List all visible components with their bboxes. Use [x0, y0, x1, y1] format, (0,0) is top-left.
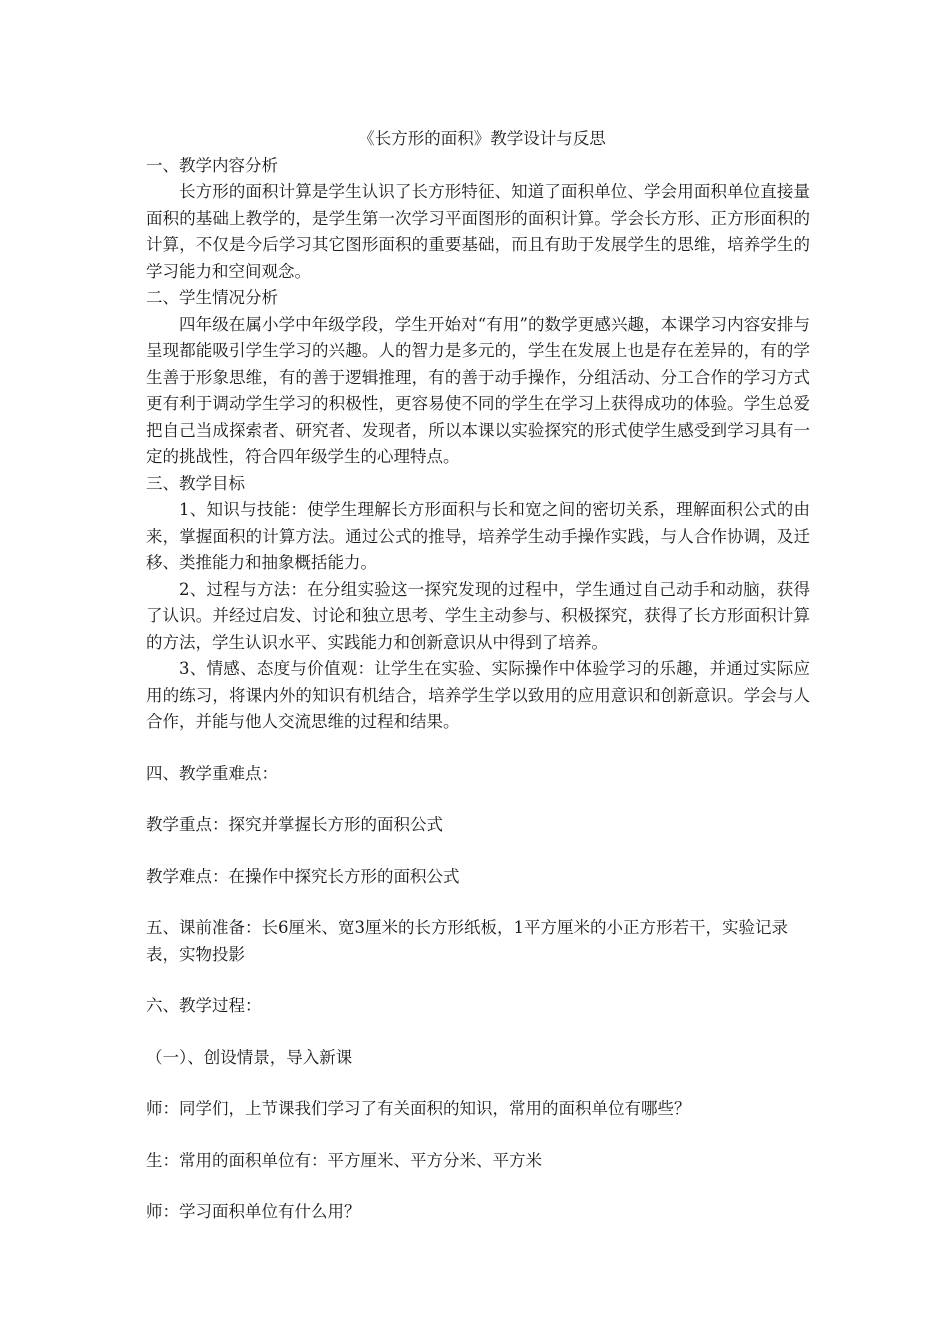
- section-heading-key-points: 四、教学重难点：: [146, 763, 278, 783]
- document-title: 《长方形的面积》教学设计与反思: [358, 129, 606, 148]
- section-heading-teaching-process: 六、教学过程：: [146, 996, 262, 1015]
- section-heading-teaching-goals: 三、教学目标: [146, 473, 245, 493]
- section-heading-content-analysis: 一、教学内容分析: [146, 155, 278, 175]
- document-page: [146, 126, 810, 1226]
- goal-knowledge-skills: 1、知识与技能：使学生理解长方形面积与长和宽之间的密切关系，理解面积公式的由来，掌握面积的计算方法。通过公式的推导，培养学生动手操作实践，与人合作协调，及迁移、类推能力和抽象概括能力。: [146, 500, 810, 572]
- paragraph-content-analysis: 长方形的面积计算是学生认识了长方形特征、知道了面积单位、学会用面积单位直接量面积的基础上教学的，是学生第一次学习平面图形的面积计算。学会长方形、正方形面积的计算，不仅是今后学习其它图形面积的重要基础，而且有助于发展学生的思维，培养学生的学习能力和空间观念。: [146, 182, 810, 281]
- section-heading-student-analysis: 二、学生情况分析: [146, 288, 278, 307]
- paragraph-student-analysis: 四年级在属小学中年级学段，学生开始对“有用”的数学更感兴趣，本课学习内容安排与呈现都能吸引学生学习的兴趣。人的智力是多元的，学生在发展上也是存在差异的，有的学生善于形象思维，有的善于逻辑推理，有的善于动手操作，分组活动、分工合作的学习方式更有利于调动学生学习的积极性，更容易使不同的学生在学习上获得成功的体验。学生总爱把自己当成探索者、研究者、发现者，所以本课以实验探究的形式使学生感受到学习具有一定的挑战性，符合四年级学生的心理特点。: [146, 314, 810, 466]
- dialogue-line: 师：学习面积单位有什么用？: [146, 1202, 361, 1221]
- dialogue-line: 生：常用的面积单位有：平方厘米、平方分米、平方米: [146, 1150, 542, 1170]
- preparation-text: 五、课前准备：长6厘米、宽3厘米的长方形纸板，1平方厘米的小正方形若干，实验记录表，实物投影: [146, 918, 788, 964]
- key-point-text: 教学重点：探究并掌握长方形的面积公式: [146, 815, 443, 834]
- goal-emotion-attitude: 3、情感、态度与价值观：让学生在实验、实际操作中体验学习的乐趣，并通过实际应用的练习，将课内外的知识有机结合，培养学生学以致用的应用意识和创新意识。学会与人合作，并能与他人交流思维的过程和结果。: [146, 659, 810, 731]
- difficult-point-text: 教学难点：在操作中探究长方形的面积公式: [146, 866, 460, 886]
- subheading-create-scenario: （一）、创设情景，导入新课: [146, 1047, 353, 1067]
- dialogue-line: 师：同学们，上节课我们学习了有关面积的知识，常用的面积单位有哪些？: [146, 1099, 691, 1118]
- goal-process-method: 2、过程与方法：在分组实验这一探究发现的过程中，学生通过自己动手和动脑，获得了认识。并经过启发、讨论和独立思考、学生主动参与、积极探究，获得了长方形面积计算的方法，学生认识水平、实践能力和创新意识从中得到了培养。: [146, 579, 810, 652]
